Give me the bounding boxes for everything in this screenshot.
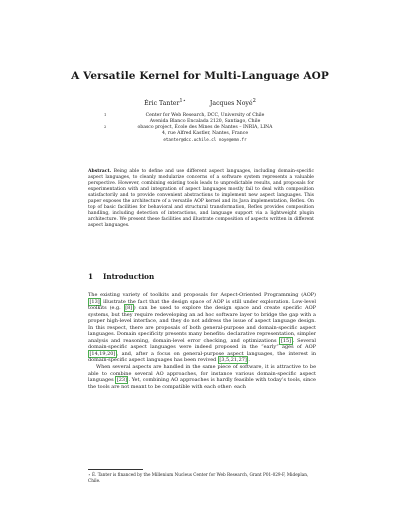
section-title: Introduction: [103, 272, 155, 281]
intro-body: [88, 292, 316, 390]
author-line: [0, 98, 400, 107]
section-heading: [88, 272, 154, 281]
citation-link[interactable]: [8]: [125, 305, 133, 312]
paper-title: A Versatile Kernel for Multi-Language AOP: [71, 70, 329, 82]
footnote-rule: [88, 469, 143, 470]
footnote-mark: ⋆: [88, 472, 91, 477]
paragraph-text: , and, after a focus on general-purpose aspect languages, the interest in domain-specific aspect languages has been revived: [88, 350, 316, 364]
author-1-mark: 1⋆: [179, 98, 186, 104]
author-2: Jacques Noyé$^2$: [209, 98, 256, 108]
section-number: 1: [88, 272, 94, 281]
intro-paragraph: [88, 292, 316, 364]
footnote: [88, 472, 316, 483]
paragraph-text: . Several domain-specific aspect languages were indeed proposed in the “early” ages of AOP: [88, 337, 316, 351]
citation-link[interactable]: [13]: [89, 298, 100, 305]
paragraph-text: When several aspects are handled in the same piece of software, it is attractive to be able to combine several AO approaches, for instance various domain-specific aspect languages: [88, 364, 316, 384]
author-2-mark: 2: [252, 98, 256, 104]
affiliation-2: 2 obasco project, École des Mines de Nantes – INRIA, LINA 4, rue Alfred Kastler, Nantes, France: [104, 125, 273, 137]
paragraph-text: . Yet, combining AO approaches is hardly feasible with today’s tools, since the tools are not meant to be compatible with each other: each: [88, 377, 316, 390]
abstract-label: Abstract.: [88, 169, 112, 174]
intro-paragraph: [88, 364, 316, 390]
author-1: Éric Tanter$^{1⋆}$: [144, 98, 186, 108]
citation-link[interactable]: [3,5,21,27]: [219, 357, 247, 364]
author-emails: etanter@dcc.uchile.cl noye@emn.fr: [163, 137, 247, 143]
citation-link[interactable]: [14,19,20]: [89, 350, 116, 357]
abstract: [88, 169, 314, 229]
paragraph-text: The existing variety of toolkits and proposals for Aspect-Oriented Programming (AOP): [88, 292, 316, 298]
footnote-text: É. Tanter is financed by the Millenium Nucleus Center for Web Research, Grant P01-029-F, Mideplan, Chile.: [88, 472, 309, 483]
affiliations: [104, 113, 300, 143]
paragraph-text: .: [248, 357, 250, 364]
affiliation-1: 1 Center for Web Research, DCC, University of Chile Avenida Blanco Encalada 2120, Santiago, Chile: [104, 113, 265, 125]
paragraph-text: illustrate the fact that the design space of AOP is still under exploration. Low-level toolkits (e.g.: [88, 298, 316, 312]
citation-link[interactable]: [15]: [280, 337, 292, 344]
paragraph-text: ) can be used to explore the design space and create specific AOP systems, but they require redeveloping an ad hoc software layer to bridge the gap with a proper high-level interface, and they do not address the issue of aspect language design. In this respect, there are proposals of both general-purpose and domain-specific aspect languages. Domain specificity presents many benefits: declarative representation, simpler analysis and reasoning, domain-level error checking, and optimizations: [88, 305, 316, 344]
citation-link[interactable]: [23]: [116, 377, 127, 384]
abstract-text: Being able to define and use different aspect languages, including domain-specific aspect languages, to cleanly modularize concerns of a software system represents a valuable perspective. However, combining existing tools leads to unpredictable results, and proposals for experimentation with and integration of aspect languages mostly fail to deal with composition satisfactorily and to provide convenient abstractions to implement new aspect languages. This paper exposes the architecture of a versatile AOP kernel and its Java implementation, Reflex. On top of basic facilities for behavioral and structural transformation, Reflex provides composition handling, including detection of interactions, and language support via a lightweight plugin architecture. We present these facilities and illustrate composition of aspects written in different aspect languages.: [88, 169, 315, 229]
